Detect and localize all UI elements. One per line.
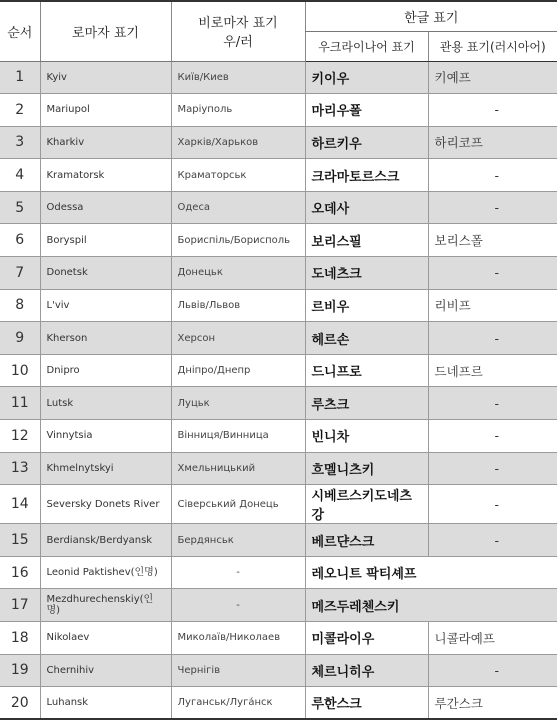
- table-row: [0, 61, 557, 94]
- roman-name: Dnipro: [40, 354, 171, 387]
- ukrainian-hangul: 도네츠크: [305, 257, 428, 290]
- roman-name: Khmelnytskyi: [40, 452, 171, 485]
- table-row: [0, 622, 557, 655]
- russian-hangul: -: [428, 452, 557, 485]
- ukrainian-hangul: 루한스크: [305, 687, 428, 720]
- cyrillic-name: Чернігів: [171, 654, 305, 687]
- russian-hangul: -: [428, 159, 557, 192]
- roman-name: Berdiansk/Berdyansk: [40, 524, 171, 557]
- cyrillic-name: Маріуполь: [171, 94, 305, 127]
- header-hangul: 한글 표기: [305, 1, 557, 31]
- roman-name: Mezdhurechenskiy(인명): [40, 589, 171, 622]
- roman-name: Odessa: [40, 191, 171, 224]
- row-number: 1: [0, 61, 40, 94]
- ukrainian-hangul: 하르키우: [305, 126, 428, 159]
- cyrillic-name: Донецьк: [171, 257, 305, 290]
- ukrainian-hangul: 체르니히우: [305, 654, 428, 687]
- row-number: 6: [0, 224, 40, 257]
- header-no: 순서: [0, 1, 40, 61]
- ukrainian-hangul: 크라마토르스크: [305, 159, 428, 192]
- row-number: 17: [0, 589, 40, 622]
- russian-hangul: 보리스폴: [428, 224, 557, 257]
- row-number: 4: [0, 159, 40, 192]
- cyrillic-name: -: [171, 589, 305, 622]
- russian-hangul: 하리코프: [428, 126, 557, 159]
- roman-name: Seversky Donets River: [40, 485, 171, 524]
- cyrillic-name: Хмельницький: [171, 452, 305, 485]
- roman-name: Kharkiv: [40, 126, 171, 159]
- row-number: 10: [0, 354, 40, 387]
- russian-hangul: -: [428, 191, 557, 224]
- russian-hangul: 드네프르: [428, 354, 557, 387]
- roman-name: Leonid Paktishev(인명): [40, 556, 171, 589]
- russian-hangul: -: [428, 257, 557, 290]
- ukrainian-hangul: 시베르스키도네츠강: [305, 485, 428, 524]
- ukrainian-hangul: 레오니트 팍티셰프: [305, 556, 557, 589]
- russian-hangul: 키예프: [428, 61, 557, 94]
- ukrainian-hangul: 마리우폴: [305, 94, 428, 127]
- cyrillic-name: Херсон: [171, 322, 305, 355]
- row-number: 16: [0, 556, 40, 589]
- roman-name: Luhansk: [40, 687, 171, 720]
- table-body: [0, 61, 557, 719]
- table-row: [0, 289, 557, 322]
- row-number: 14: [0, 485, 40, 524]
- header-nonroman-line2: 우/러: [223, 35, 253, 51]
- header-nonroman: [171, 1, 305, 61]
- row-number: 8: [0, 289, 40, 322]
- ukrainian-hangul: 미콜라이우: [305, 622, 428, 655]
- ukrainian-hangul: 흐멜니츠키: [305, 452, 428, 485]
- table-row: [0, 524, 557, 557]
- row-number: 15: [0, 524, 40, 557]
- table-row: [0, 94, 557, 127]
- row-number: 20: [0, 687, 40, 720]
- row-number: 7: [0, 257, 40, 290]
- cyrillic-name: Дніпро/Днепр: [171, 354, 305, 387]
- russian-hangul: -: [428, 387, 557, 420]
- roman-name: Kramatorsk: [40, 159, 171, 192]
- ukrainian-hangul: 키이우: [305, 61, 428, 94]
- cyrillic-name: Бердянськ: [171, 524, 305, 557]
- row-number: 19: [0, 654, 40, 687]
- roman-name: L'viv: [40, 289, 171, 322]
- header-ukrainian: 우크라이나어 표기: [305, 31, 428, 61]
- cyrillic-name: Луганськ/Луга́нск: [171, 687, 305, 720]
- row-number: 12: [0, 420, 40, 453]
- header-russian: 관용 표기(러시아어): [428, 31, 557, 61]
- ukrainian-hangul: 루츠크: [305, 387, 428, 420]
- table-row: [0, 354, 557, 387]
- cyrillic-name: Луцьк: [171, 387, 305, 420]
- russian-hangul: -: [428, 485, 557, 524]
- header-roman: 로마자 표기: [40, 1, 171, 61]
- cyrillic-name: Київ/Киев: [171, 61, 305, 94]
- table-row: [0, 654, 557, 687]
- row-number: 2: [0, 94, 40, 127]
- ukrainian-hangul: 메즈두레첸스키: [305, 589, 557, 622]
- cyrillic-name: Вінниця/Винница: [171, 420, 305, 453]
- russian-hangul: -: [428, 654, 557, 687]
- cyrillic-name: Бориспіль/Борисполь: [171, 224, 305, 257]
- table-row: [0, 322, 557, 355]
- roman-name: Mariupol: [40, 94, 171, 127]
- ukrainian-hangul: 드니프로: [305, 354, 428, 387]
- table-row: [0, 687, 557, 720]
- table-row: [0, 556, 557, 589]
- roman-name: Nikolaev: [40, 622, 171, 655]
- roman-name: Boryspil: [40, 224, 171, 257]
- russian-hangul: -: [428, 524, 557, 557]
- roman-name: Chernihiv: [40, 654, 171, 687]
- table-row: [0, 126, 557, 159]
- cyrillic-name: -: [171, 556, 305, 589]
- header-nonroman-line1: 비로마자 표기: [198, 16, 278, 32]
- cyrillic-name: Краматорськ: [171, 159, 305, 192]
- ukrainian-hangul: 르비우: [305, 289, 428, 322]
- roman-name: Kyiv: [40, 61, 171, 94]
- roman-name: Lutsk: [40, 387, 171, 420]
- table-row: [0, 485, 557, 524]
- row-number: 5: [0, 191, 40, 224]
- table-row: [0, 191, 557, 224]
- roman-name: Kherson: [40, 322, 171, 355]
- row-number: 11: [0, 387, 40, 420]
- table-row: [0, 387, 557, 420]
- russian-hangul: -: [428, 420, 557, 453]
- russian-hangul: -: [428, 94, 557, 127]
- row-number: 13: [0, 452, 40, 485]
- roman-name: Vinnytsia: [40, 420, 171, 453]
- table-row: [0, 589, 557, 622]
- table-row: [0, 420, 557, 453]
- cyrillic-name: Харків/Харьков: [171, 126, 305, 159]
- russian-hangul: 루간스크: [428, 687, 557, 720]
- russian-hangul: 니콜라예프: [428, 622, 557, 655]
- table-row: [0, 257, 557, 290]
- row-number: 18: [0, 622, 40, 655]
- table-row: [0, 224, 557, 257]
- ukrainian-hangul: 헤르손: [305, 322, 428, 355]
- cyrillic-name: Сіверський Донець: [171, 485, 305, 524]
- russian-hangul: -: [428, 322, 557, 355]
- table-row: [0, 159, 557, 192]
- russian-hangul: 리비프: [428, 289, 557, 322]
- row-number: 3: [0, 126, 40, 159]
- cyrillic-name: Миколаїв/Николаев: [171, 622, 305, 655]
- ukrainian-hangul: 빈니차: [305, 420, 428, 453]
- ukrainian-hangul: 보리스필: [305, 224, 428, 257]
- row-number: 9: [0, 322, 40, 355]
- ukrainian-hangul: 오데사: [305, 191, 428, 224]
- roman-name: Donetsk: [40, 257, 171, 290]
- cyrillic-name: Львів/Львов: [171, 289, 305, 322]
- cyrillic-name: Одеса: [171, 191, 305, 224]
- table-row: [0, 452, 557, 485]
- ukrainian-hangul: 베르댠스크: [305, 524, 428, 557]
